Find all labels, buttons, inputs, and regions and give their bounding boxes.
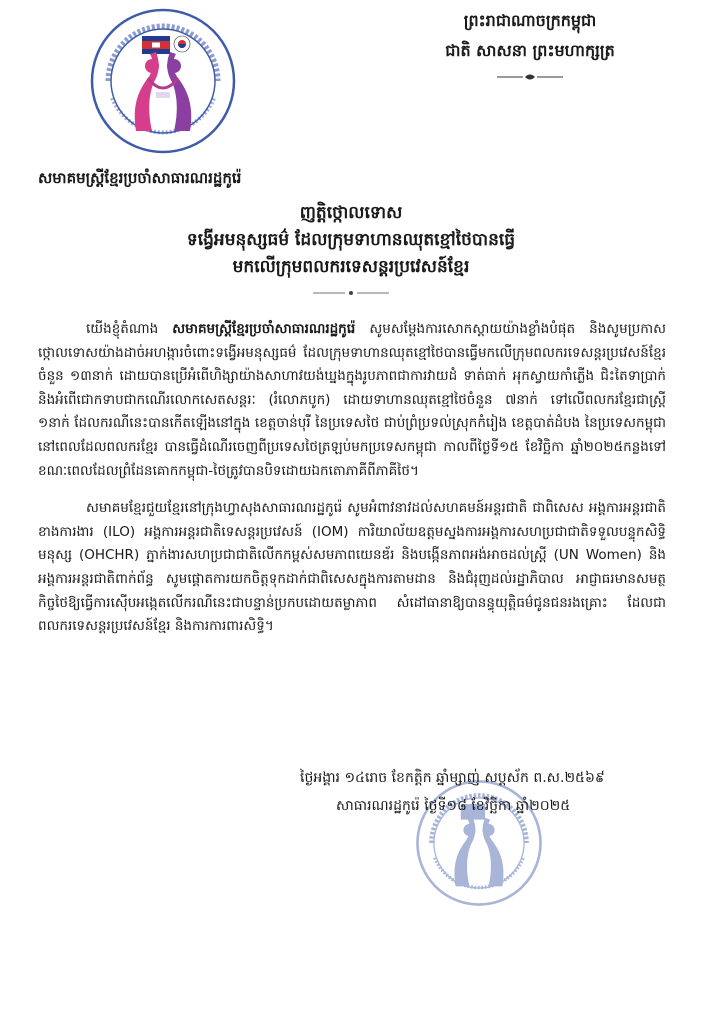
- kingdom-line-2: ជាតិ សាសនា ព្រះមហាក្សត្រ: [445, 41, 615, 60]
- lunar-date: ថ្ងៃអង្គារ ១៤រោច ខែកត្តិក ឆ្នាំម្សាញ់ សប្តស័ក ព.ស.២៥៦៩: [300, 770, 605, 786]
- document-body: [38, 318, 666, 653]
- place-date: សាធារណរដ្ឋកូរ៉េ ថ្ងៃទី១៨ ខែវិច្ឆិកា ឆ្នាំ២០២៥: [336, 798, 571, 814]
- para1-prefix: យើងខ្ញុំតំណាង: [86, 321, 173, 337]
- document-title: [0, 200, 702, 281]
- title-line-1: ញត្តិថ្កោលទោស: [299, 203, 403, 223]
- para1-organization: សមាគមស្ត្រីខ្មែរប្រចាំសាធារណរដ្ឋកូរ៉េ: [172, 321, 356, 337]
- paragraph-1: [38, 318, 666, 483]
- date-block: [290, 764, 650, 820]
- paragraph-2: សមាគមខ្មែរជួយខ្មែរនៅក្រុងហ្វាសុងសាធារណរដ្ឋកូរ៉េ សូមអំពាវនាវដល់សហគមន៍អន្តរជាតិ ជាពិសេស អង្គការអន្តរជាតិខាងការងារ (ILO) អង្គការអន្តរជាតិទេសន្តរប្រវេសន៍ (IOM) ការិយាល័យឧត្តមស្នងការអង្គការសហប្រជាជាតិទទួលបន្ទុកសិទ្ធិមនុស្ស (OHCHR) ភ្នាក់ងារសហប្រជាជាតិលើកកម្ពស់សមភាពយេនឌ័រ និងបង្កើនភាពអង់អាចដល់ស្ត្រី (UN Women) និងអង្គការអន្តរជាតិពាក់ព័ន្ធ សូមផ្ដោតការយកចិត្តទុកដាក់ជាពិសេសក្នុងការតាមដាន និងជំរុញដល់រដ្ឋាភិបាល អាជ្ញាធរមានសមត្ថកិច្ចថៃឱ្យធ្វើការស៊ើបអង្កេតលើករណីនេះជាបន្ទាន់ប្រកបដោយតម្លាភាព សំដៅធានាឱ្យបានន្ធុយុត្តិធម៌ជូនជនរងគ្រោះ ដែលជាពលករទេសន្តរប្រវេសន៍ខ្មែរ និងការការពារសិទ្ធិ។: [38, 500, 666, 635]
- para1-rest: សូមសម្ដែងការសោកស្ដាយយ៉ាងខ្លាំងបំផុត និងសូមប្រកាសថ្កោលទោសយ៉ាងដាច់អហង្ការចំពោះទង្វើអមនុស្សធម៌ ដែលក្រុមទាហានឈុតខ្មៅថៃបានធ្វើមកលើក្រុមពលករទេសន្តរប្រវេសន៍ខ្មែរចំនួន ១៣នាក់ ដោយបានប្រើអំពើហិង្សាយ៉ាងសាហាវយង់ឃ្នងក្នុងរូបភាពជាការវាយដំ ទាត់ធាក់ អុកស្វាយកាំភ្លើង ជិះតៃទាប្រាក់ និងអំពើជោកទាបជាកណើរលោកសេតសន្តរៈ (រំលោភបូក) ដោយទាហានឈុតខ្មៅថៃចំនួន ៧នាក់ ទៅលើពលករខ្មែរជាស្ត្រី ១នាក់ ដែលករណីនេះបានកើតឡើងនៅក្នុង ខេត្តចាន់បុរី នៃប្រទេសថៃ ជាប់ព្រំប្រទល់ស្រុកកំរៀង ខេត្តបាត់ដំបង នៃប្រទេសកម្ពុជានៅពេលដែលពលករខ្មែរ បានធ្វើដំណើរចេញពីប្រទេសថៃត្រឡប់មកប្រទេសកម្ពុជា កាលពីថ្ងៃទី១៥ ខែវិច្ឆិកា ឆ្នាំ២០២៥កន្លងទៅ ខណៈពេលដែលព្រំដែនគោកកម្ពុជា-ថៃត្រូវបានបិទដោយឯកតោភាគីពីភាគីថៃ។: [38, 321, 666, 479]
- kingdom-heading: [410, 6, 650, 82]
- organization-name: សមាគមស្ត្រីខ្មែរប្រចាំសាធារណរដ្ឋកូរ៉េ: [38, 169, 242, 187]
- kingdom-line-1: ព្រះរាជាណាចក្រកម្ពុជា: [463, 11, 597, 30]
- ornament-divider: [495, 72, 565, 82]
- title-line-3: មកលើក្រុមពលករទេសន្តរប្រវេសន៍ខ្មែរ: [232, 257, 470, 277]
- association-logo: [88, 6, 238, 156]
- title-divider: [311, 290, 391, 296]
- title-line-2: ទង្វើអមនុស្សធម៌ ដែលក្រុមទាហានឈុតខ្មៅថៃបានធ្វើ: [186, 230, 516, 250]
